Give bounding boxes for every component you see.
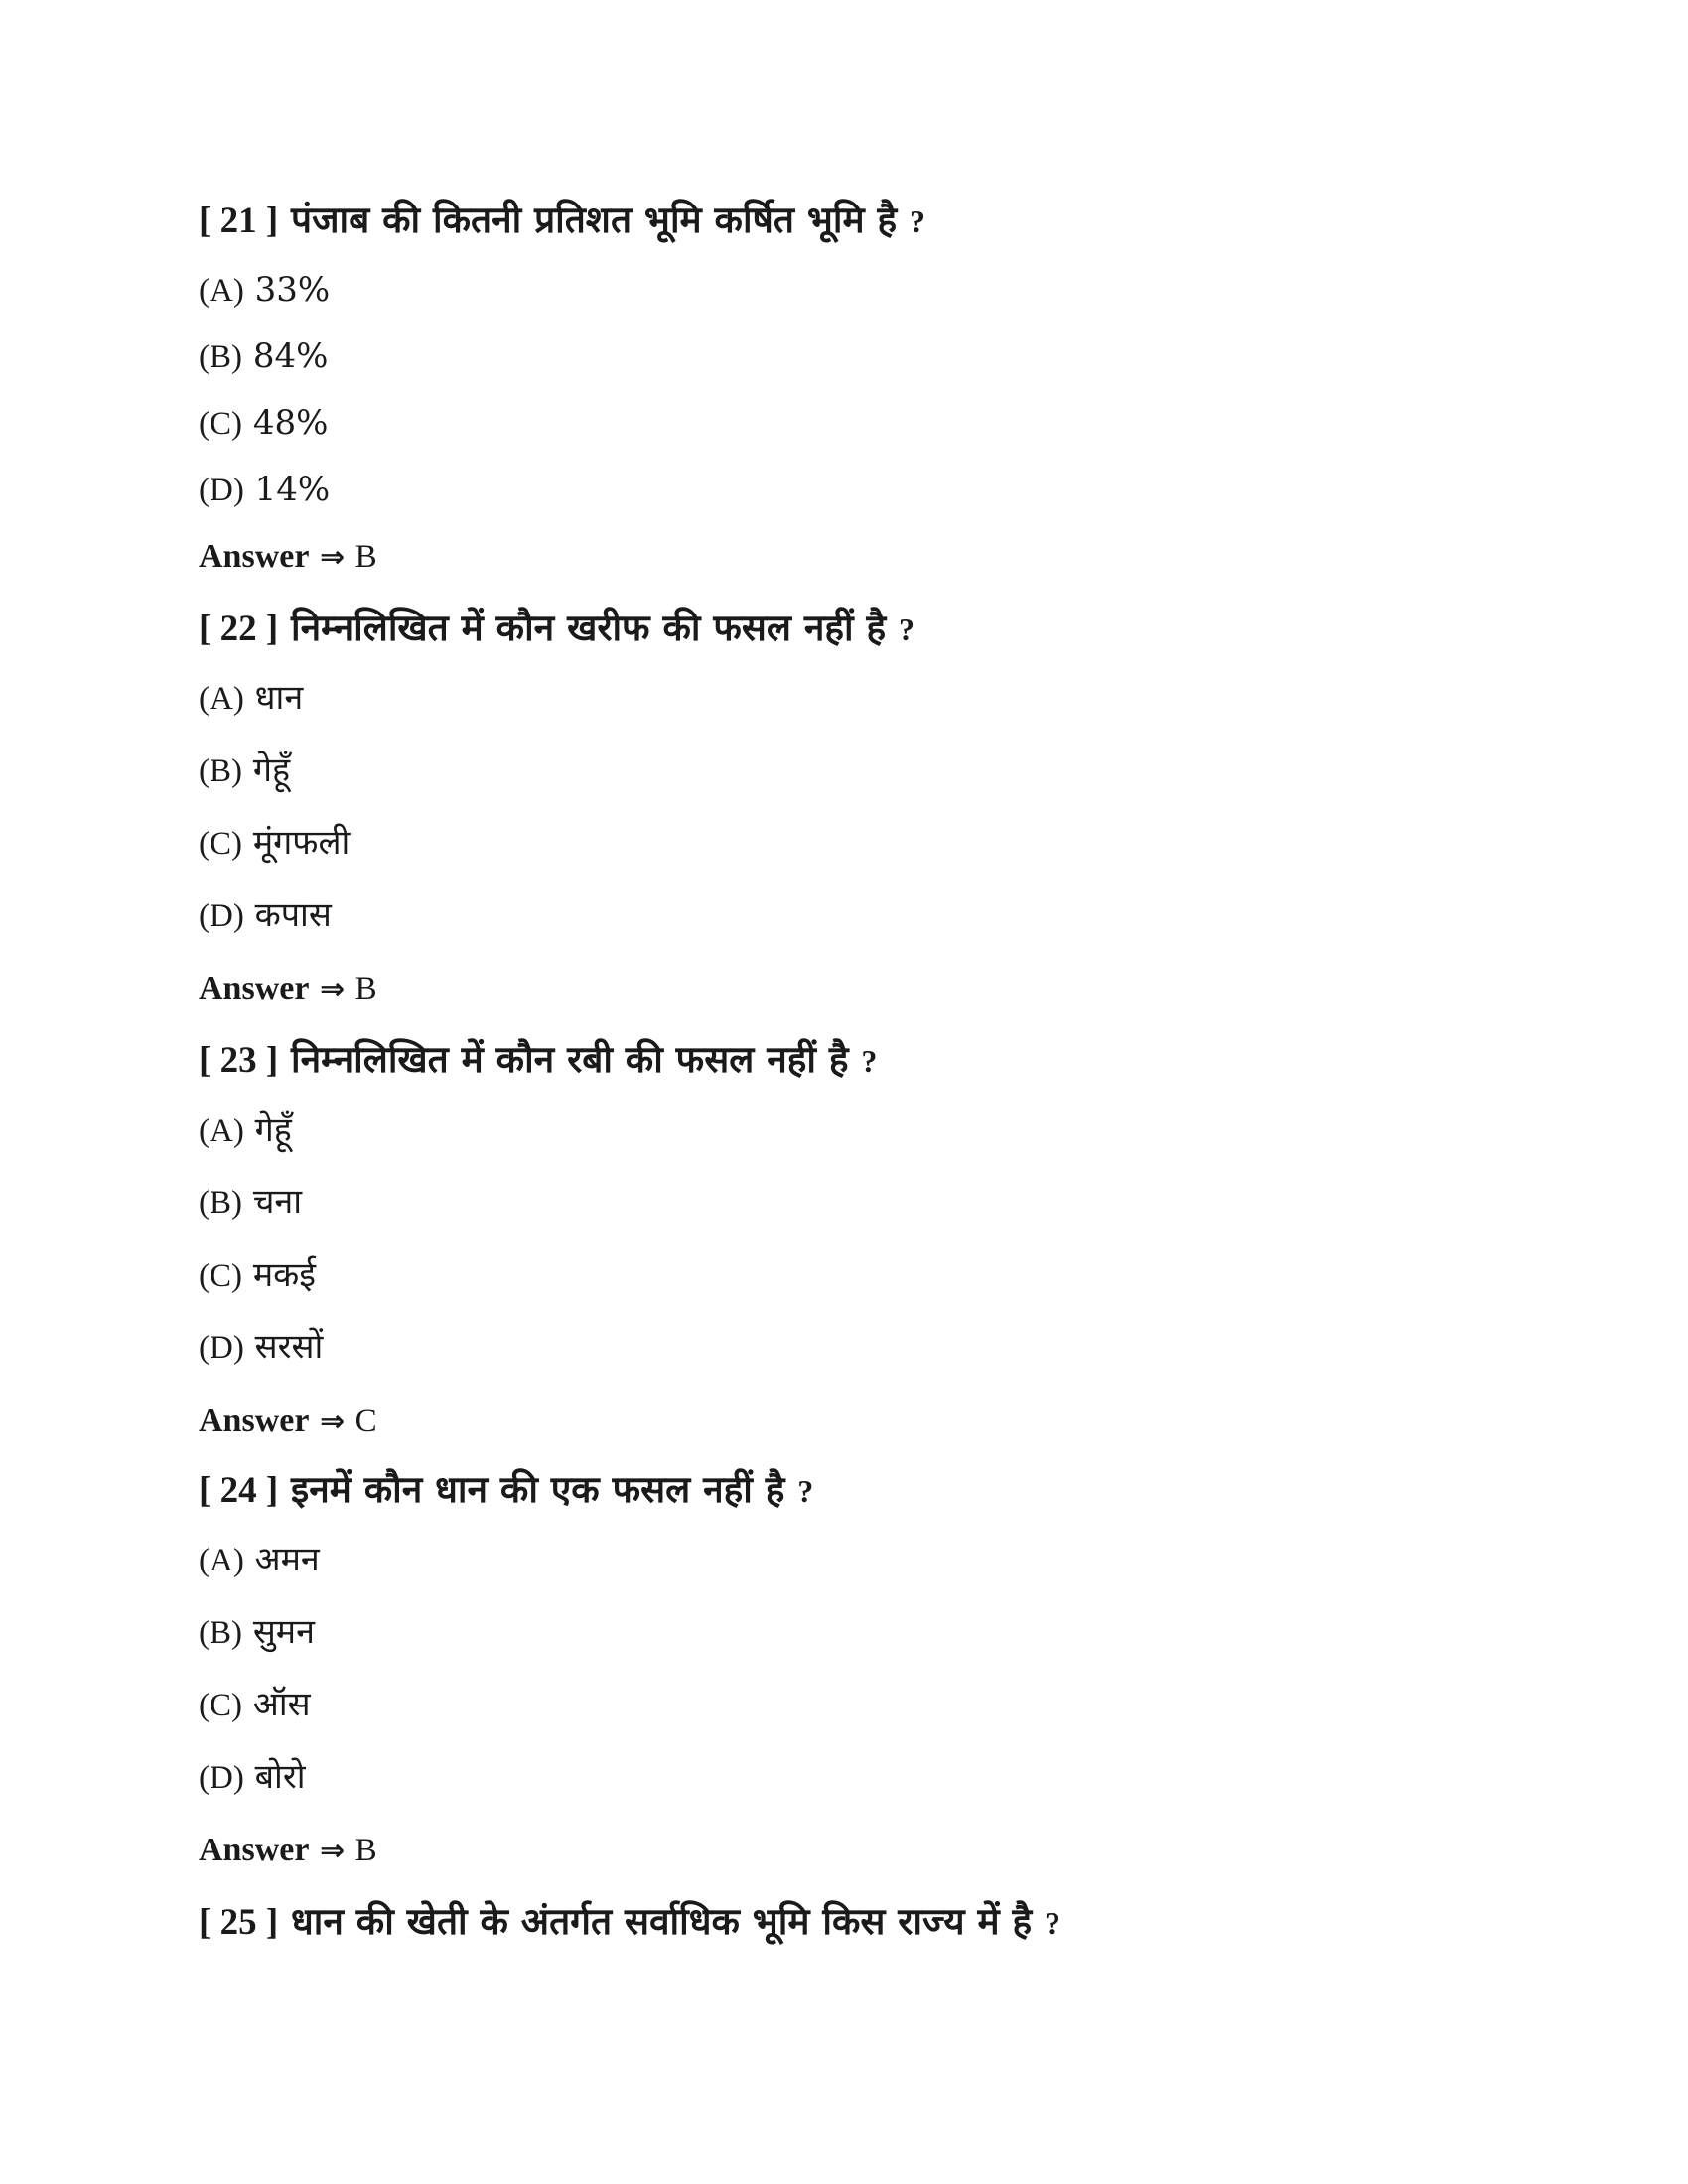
option-23-b [199, 1182, 303, 1222]
option-text: सरसों [254, 1327, 324, 1367]
option-21-b [199, 337, 329, 376]
answer-22 [199, 971, 377, 1006]
option-23-d [199, 1327, 324, 1367]
answer-24 [199, 1833, 377, 1867]
answer-label: Answer [199, 970, 310, 1007]
answer-arrow-icon: ⇒ [319, 972, 346, 1007]
option-text: कपास [254, 895, 332, 935]
option-label: (A) [199, 1543, 244, 1578]
option-23-a [199, 1110, 292, 1150]
question-text: निम्नलिखित में कौन खरीफ की फसल नहीं है [291, 606, 887, 649]
option-22-c [199, 823, 351, 863]
option-text: 48% [252, 403, 329, 443]
option-22-b [199, 753, 290, 788]
option-label: (B) [199, 1185, 242, 1221]
option-label: (B) [199, 1615, 242, 1651]
option-24-d [199, 1757, 306, 1797]
answer-arrow-icon: ⇒ [319, 1834, 346, 1868]
option-label: (C) [199, 1258, 242, 1294]
question-mark: ? [899, 612, 915, 647]
option-24-a [199, 1540, 320, 1579]
option-label: (A) [199, 681, 244, 717]
answer-23 [199, 1403, 377, 1437]
option-text: मकई [252, 1255, 316, 1295]
question-21 [199, 198, 926, 241]
option-text: मूंगफली [252, 823, 351, 863]
question-22 [199, 606, 915, 649]
question-mark: ? [861, 1043, 878, 1079]
question-text: पंजाब की कितनी प्रतिशत भूमि कर्षित भूमि है [291, 198, 898, 241]
answer-arrow-icon: ⇒ [319, 540, 346, 575]
question-number: [ 24 ] [199, 1470, 279, 1511]
option-text: 14% [254, 470, 331, 509]
option-label: (B) [199, 753, 242, 789]
option-text: गेहूँ [254, 1110, 292, 1150]
question-mark: ? [1045, 1905, 1061, 1941]
option-text: धान [254, 678, 304, 718]
option-label: (C) [199, 406, 242, 442]
option-text: ऑस [252, 1685, 311, 1724]
option-label: (D) [199, 1330, 244, 1366]
question-24 [199, 1467, 814, 1511]
option-label: (C) [199, 826, 242, 862]
question-number: [ 22 ] [199, 609, 279, 649]
option-text: चना [252, 1182, 303, 1222]
option-text: 33% [254, 270, 331, 310]
option-21-a [199, 270, 331, 310]
answer-label: Answer [199, 538, 310, 575]
option-24-c [199, 1685, 311, 1724]
question-text: निम्नलिखित में कौन रबी की फसल नहीं है [291, 1037, 849, 1081]
option-label: (D) [199, 473, 244, 508]
answer-value: B [354, 539, 377, 575]
option-text: 84% [252, 337, 329, 376]
option-label: (C) [199, 1688, 242, 1723]
option-text: अमन [254, 1540, 320, 1579]
option-text: गेहूँ [252, 751, 291, 790]
option-21-d [199, 470, 331, 509]
option-label: (D) [199, 1760, 244, 1796]
option-label: (D) [199, 898, 244, 934]
question-25 [199, 1899, 1061, 1943]
answer-arrow-icon: ⇒ [319, 1404, 346, 1438]
question-mark: ? [797, 1473, 814, 1509]
question-number: [ 23 ] [199, 1040, 279, 1081]
answer-label: Answer [199, 1832, 310, 1868]
option-21-c [199, 403, 329, 443]
option-22-a [199, 678, 304, 718]
question-23 [199, 1037, 878, 1081]
question-number: [ 21 ] [199, 201, 279, 241]
answer-21 [199, 539, 377, 574]
option-23-c [199, 1255, 316, 1295]
answer-value: C [354, 1403, 377, 1438]
option-24-b [199, 1612, 315, 1652]
question-text: इनमें कौन धान की एक फसल नहीं है [291, 1467, 785, 1511]
option-label: (A) [199, 273, 244, 309]
option-label: (B) [199, 340, 242, 375]
option-label: (A) [199, 1113, 244, 1149]
option-text: सुमन [252, 1612, 315, 1652]
question-mark: ? [910, 204, 926, 239]
question-text: धान की खेती के अंतर्गत सर्वाधिक भूमि किस राज्य में है [291, 1899, 1033, 1943]
answer-value: B [354, 971, 377, 1007]
question-number: [ 25 ] [199, 1902, 279, 1943]
answer-value: B [354, 1833, 377, 1868]
option-text: बोरो [254, 1757, 306, 1797]
answer-label: Answer [199, 1402, 310, 1438]
option-22-d [199, 895, 332, 935]
